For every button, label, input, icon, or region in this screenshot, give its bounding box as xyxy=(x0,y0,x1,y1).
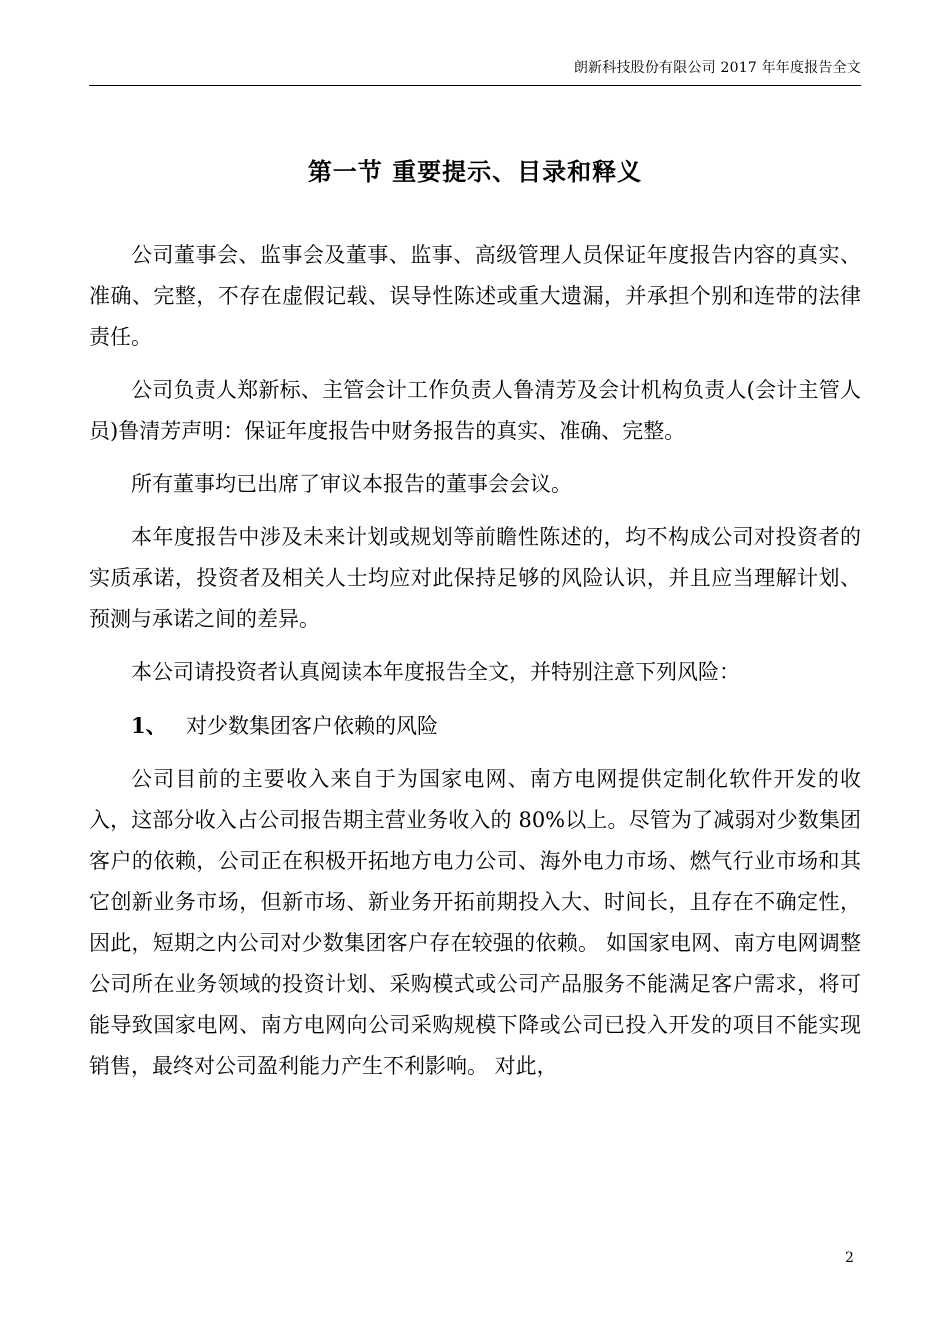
risk-heading-number: 1、 xyxy=(131,713,167,738)
risk-heading-text: 对少数集团客户依赖的风险 xyxy=(186,714,438,738)
body-content xyxy=(89,235,861,1099)
paragraph-risk-detail: 公司目前的主要收入来自于为国家电网、南方电网提供定制化软件开发的收入，这部分收入占公司报告期主营业务收入的 80%以上。尽管为了减弱对少数集团客户的依赖，公司正在积极开拓地方电力公司、海外电力市场、燃气行业市场和其它创新业务市场，但新市场、新业务开拓前期投入大、时间长，且存在不确定性，因此，短期之内公司对少数集团客户存在较强的依赖。 如国家电网、南方电网调整公司所在业务领域的投资计划、采购模式或公司产品服务不能满足客户需求，将可能导致国家电网、南方电网向公司采购规模下降或公司已投入开发的项目不能实现销售，最终对公司盈利能力产生不利影响。 对此， xyxy=(89,767,861,1078)
section-title: 第一节 重要提示、目录和释义 xyxy=(307,157,643,186)
paragraph-forward-looking: 本年度报告中涉及未来计划或规划等前瞻性陈述的，均不构成公司对投资者的实质承诺，投资者及相关人士均应对此保持足够的风险认识，并且应当理解计划、预测与承诺之间的差异。 xyxy=(89,525,861,631)
paragraph-risk-notice: 本公司请投资者认真阅读本年度报告全文，并特别注意下列风险： xyxy=(131,660,740,684)
running-header: 朗新科技股份有限公司 2017 年年度报告全文 xyxy=(573,60,861,76)
paragraph-directors-attendance: 所有董事均已出席了审议本报告的董事会会议。 xyxy=(131,472,572,496)
paragraph-responsible-persons: 公司负责人郑新标、主管会计工作负责人鲁清芳及会计机构负责人(会计主管人员)鲁清芳声明：保证年度报告中财务报告的真实、准确、完整。 xyxy=(89,378,861,443)
paragraph-board-guarantee: 公司董事会、监事会及董事、监事、高级管理人员保证年度报告内容的真实、准确、完整，不存在虚假记载、误导性陈述或重大遗漏，并承担个别和连带的法律责任。 xyxy=(89,243,861,349)
header-divider xyxy=(89,85,861,86)
page-number: 2 xyxy=(845,1250,854,1266)
risk-heading xyxy=(89,705,861,747)
